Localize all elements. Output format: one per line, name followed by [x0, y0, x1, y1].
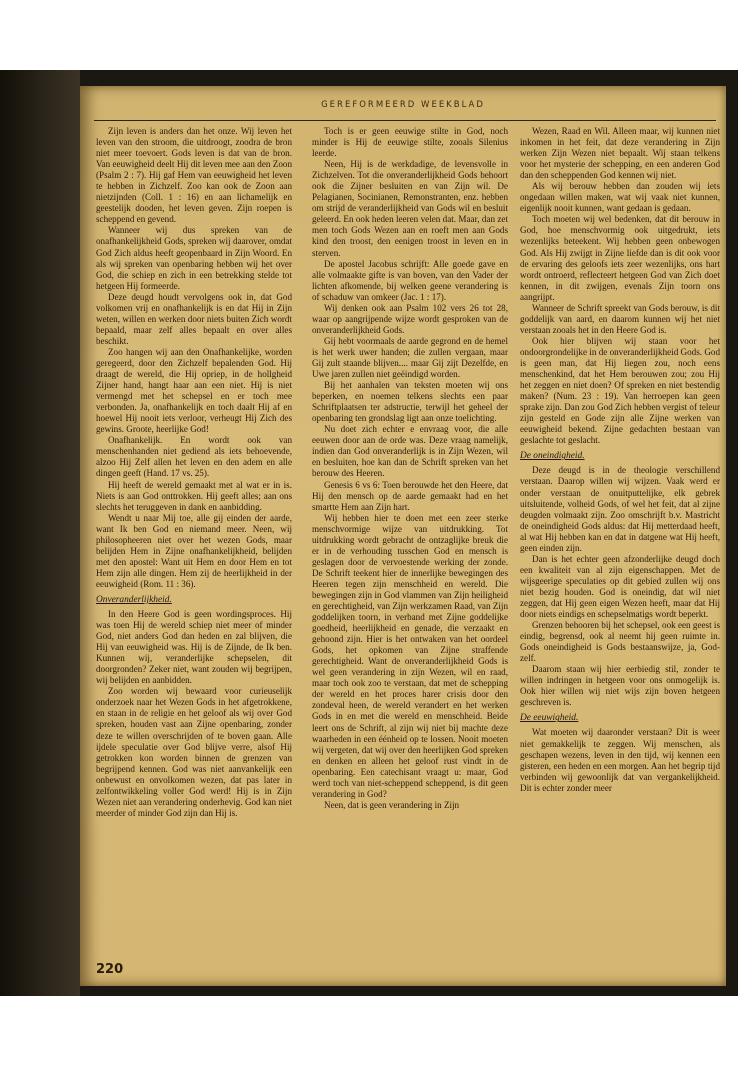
- paragraph: Wendt u naar Mij toe, alle gij einden der aarde, want Ik ben God en niemand meer. Neen, wij philosopheeren niet over het wezen Gods, maar belijden Hem in Zijne onafhankelijkheid, belijden met den apostel: Want uit Hem en door Hem en tot Hem zijn alle dingen. Hem zij de heerlijkheid in der eeuwigheid (Rom. 11 : 36).: [96, 512, 292, 589]
- page-number: 220: [96, 962, 124, 977]
- paragraph: Wij hebben hier te doen met een zeer sterke menschvormige wijze van uitdrukking. Tot uitdrukking wordt gebracht de ontzaglijke breuk die er in de verhouding tusschen God en mensch is geslagen door de vervoestende werking der zonde. De Schrift teekent hier de innerlijke bewegingen des Heeren tegen zijn menschheid en wereld. Die bewegingen zijn in God vlammen van Zijn heiligheid en gerechtigheid, van Zijn werkzamen Raad, van Zijn goddelijken toorn, in verband met Zijne goddelijke goedheid, heerlijkheid en genade, die verzaakt en gehoond zijn. Hier is het ontwaken van het oordeel Gods, het opkomen van Zijne straffende gerechtigheid. Want de onveranderlijkheid Gods is wel geen verandering in zijn Wezen, wil en raad, maar toch ook zoo te verstaan, dat met de schepping der wereld en het proces harer crisis door den zondeval heen, de wereld verandert en het werken Gods in en met die wereld en menschheid. Beide leert ons de Schrift, al zijn wij niet bij machte deze waarheden in een éénheid op te lossen. Nooit moeten wij vergeten, dat wij over den heerlijken God spreken en denken en alleen het geloof rust vindt in de openbaring. Een catechisant vraagt u: maar, God werd toch van niet-scheppend scheppend, is dit geen verandering in God?: [312, 512, 508, 799]
- paragraph: Neen, dat is geen verandering in Zijn: [324, 799, 460, 810]
- section-heading: De oneindigheid.: [520, 451, 585, 462]
- header-rule: [94, 120, 716, 121]
- book-spine-shadow: [0, 70, 80, 996]
- paragraph: Zijn leven is anders dan het onze. Wij leven het leven van den stroom, die uitdroogt, zoodra de bron niet meer toevoert. Gods leven is dat van de bron. Van eeuwigheid deelt Hij dit leven mee aan den Zoon (Psalm 2 : 7). Hij gaf Hem van eeuwigheid het leven te hebben in Zichzelf. Zoo kan ook de Zoon aan nietzijnden (Coll. 1 : 16) en aan lichamelijk en geestelijk dooden, het leven geven. Zijn roepen is scheppend en gevend.: [96, 126, 292, 225]
- paragraph: Daarom staan wij hier eerbiedig stil, zonder te willen indringen in hetgeen voor ons onmogelijk is. Ook hier willen wij niet wijs zijn boven hetgeen geschreven is.: [520, 664, 720, 708]
- section-heading: De eeuwigheid.: [520, 713, 579, 724]
- running-head: GEREFORMEERD WEEKBLAD: [321, 100, 485, 110]
- paragraph: Zoo worden wij bewaard voor curieuselijk onderzoek naar het Wezen Gods in het afgetrokkene, en staan in de religie en het geloof als wij over God spreken, houden vast aan Zijne openbaring, zonder deze te willen overschrijden of te boven gaan. Alle ijdele speculatie over God blijve verre, alsof Hij getrokken kon worden binnen de grenzen van begrijpend kennen. God was niet aanvankelijk een onbewust en onvolkomen wezen, dat pas later in zelfontwikkeling voller God werd! Hij is in Zijn Wezen niet aan verandering onderhevig. God kan niet meerder of minder God zijn dan Hij is.: [96, 686, 292, 818]
- paragraph: Bij het aanhalen van teksten moeten wij ons beperken, en noemen telkens slechts een paar Schriftplaatsen ter adstructie, terwijl het geheel der openbaring ten grondslag ligt aan onze toelichting.: [312, 380, 508, 424]
- paragraph: Deze deugd houdt vervolgens ook in, dat God volkomen vrij en onafhankelijk is en dat Hij in Zijn weten, willen en werken door niets buiten Zich wordt bepaald, maar zelf alles bepaalt en over alles beschikt.: [96, 291, 292, 346]
- section-heading: Onveranderlijkheid.: [96, 594, 172, 605]
- paragraph: De apostel Jacobus schrijft: Alle goede gave en alle volmaakte gifte is van boven, van den Vader der lichten afkomende, bij welken geene verandering is of schaduw van omkeer (Jac. 1 : 17).: [312, 258, 508, 302]
- text-column-2: [312, 126, 508, 926]
- text-column-3: [520, 126, 720, 926]
- text-column-1: [96, 126, 292, 926]
- paragraph: Genesis 6 vs 6: Toen berouwde het den Heere, dat Hij den mensch op de aarde gemaakt had en het smartte Hem aan Zijn hart.: [312, 479, 508, 512]
- paragraph: Nu doet zich echter e envraag voor, die alle eeuwen door aan de orde was. Deze vraag namelijk, indien dan God onveranderlijk is in Zijn Wezen, wil en besluiten, hoe kan dan de Schrift spreken van het berouw des Heeren.: [312, 424, 508, 479]
- paragraph: Ook hier blijven wij staan voor het ondoorgrondelijke in de onveranderlijkheid Gods. God is geen man, dat Hij liegen zou, noch eens menschenkind, dat het Hem berouwen zou; zou Hij het zeggen en niet doen? Of spreken en niet bestendig maken? (Num. 23 : 19). Van herroepen kan geen sprake zijn. Dan zou God Zich hebben vergist of teleur zijn gesteld en Gode zijn alle Zijne werken van eeuwigheid bekend. Zijne gedachten bestaan van geslachte tot geslacht.: [520, 335, 720, 446]
- paragraph: Grenzen behooren bij het schepsel, ook een geest is eindig, begrensd, ook al neemt hij geen ruimte in. Gods oneindigheid is Gods bestaanswijze, ja, God-zelf.: [520, 620, 720, 664]
- paragraph: Toch moeten wij wel bedenken, dat dit berouw in God, hoe menschvormig ook uitgedrukt, iets wezenlijks beteekent. Wij hebben geen onbewogen God. Als Hij zwijgt in Zijne liefde dan is dit ook voor de ervaring des geloofs iets zeer wezenlijks, ons hart wordt ontroerd, reflecteert hetgeen God van Zich doet kennen, in dit zwijgen, evenals Zijn toorn ons aangrijpt.: [520, 214, 720, 302]
- paragraph: Onafhankelijk. En wordt ook van menschenhanden niet gediend als iets behoevende, alzoo Hij Zelf allen het leven en den adem en alle dingen geeft (Hand. 17 vs. 25).: [96, 435, 292, 479]
- paragraph: Wezen, Raad en Wil. Alleen maar, wij kunnen niet inkomen in het feit, dat deze verandering in Zijn werken Zijn Wezen niet bepaalt. Wij staan telkens voor het mysterie der schepping, en een anderen God dan den scheppenden God kennen wij niet.: [520, 126, 720, 181]
- paragraph: In den Heere God is geen wordingsproces. Hij was toen Hij de wereld schiep niet meer of minder God, niet anders God dan heden en zal blijven, die Hij van eeuwigheid was. Hij is de Zijnde, de Ik ben. Kunnen wij, veranderlijke schepselen, dit doorgronden? Zeker niet, want zouden wij begrijpen, wij belijden en aanbidden.: [96, 609, 292, 686]
- paragraph: Als wij berouw hebben dan zouden wij iets ongedaan willen maken, wat wij vaak niet kunnen, eigenlijk nooit kunnen, want gedaan is gedaan.: [520, 181, 720, 214]
- paragraph: Gij hebt voormaals de aarde gegrond en de hemel is het werk uwer handen; die zullen vergaan, maar Gij zult staande blijven.... maar Gij zijt Dezelfde, en Uwe jaren zullen niet geëindigd worden.: [312, 335, 508, 380]
- paragraph: Wat moeten wij daaronder verstaan? Dit is weer niet gemakkelijk te zeggen. Wij menschen, als geschapen wezens, leven in den tijd, wij kennen een gisteren, een heden en een morgen. Aan het begrip tijd verbinden wij gewoonlijk dat van vergankelijkheid. Dit is echter zonder meer: [520, 727, 720, 793]
- paragraph: Neen, Hij is de werkdadige, de levensvolle in Zichzelven. Tot die onveranderlijkheid Gods behoort ook die Zijner besluiten en van Zijn wil. De Pelagianen, Socinianen, Remonstranten, enz. hebben om strijd de veranderlijkheid van Gods wil en besluit geleerd. En ook heden leeren velen dat. Maar, dan zet men toch Gods Wezen aan en roeft men aan Gods kind den troost, den eenigen troost in leven en in sterven.: [312, 159, 508, 258]
- paragraph: Hij heeft de wereld gemaakt met al wat er in is. Niets is aan God onttrokken. Hij geeft alles; aan ons slechts het teruggeven in dank en aanbidding.: [96, 479, 292, 512]
- magazine-page: [80, 86, 726, 986]
- paragraph: Toch is er geen eeuwige stilte in God, noch minder is Hij de eeuwige stilte, zooals Silenius leerde.: [312, 126, 508, 159]
- paragraph: Dan is het echter geen afzonderlijke deugd doch een kwaliteit van al zijn eigenschappen. Met de wijsgeerige speculaties op dit gebied zullen wij ons niet bezig houden. God is oneindig, dat wil niet zeggen, dat Hij geen eigen Wezen heeft, maar dat Hij door niets eindigs en schepselmatigs wordt beperkt.: [520, 553, 720, 620]
- paragraph: Wanneer wij dus spreken van de onafhankelijkheid Gods, spreken wij daarover, omdat God Zich aldus heeft geopenbaard in Zijn Woord. En als wij spreken van openbaring hebben wij het over God, die schiep en zich in een betrekking stelde tot hetgeen Hij formeerde.: [96, 225, 292, 291]
- paragraph: Deze deugd is in de theologie verschillend verstaan. Daarop willen wij wijzen. Vaak werd er onder verstaan de onuitputtelijke, elk gebrek uitsluitende, volheid Gods, of wel het feit, dat al zijne deugden volmaakt zijn. Zoo omschrijft b.v. Mastricht de oneindigheid Gods aldus: dat Hij metterdaad heeft, al wat Hij hebben kan en dat in datgene wat Hij heeft, geen einden zijn.: [520, 465, 720, 553]
- paragraph: Wij denken ook aan Psalm 102 vers 26 tot 28, waar op aangrijpende wijze wordt gesproken van de onveranderlijkheid Gods.: [312, 302, 508, 335]
- paragraph: Wanneer de Schrift spreekt van Gods berouw, is dit goddelijk van aard, en daarom kunnen wij het niet verstaan zooals het in den Heere God is.: [520, 302, 720, 335]
- paragraph: Zoo hangen wij aan den Onafhankelijke, worden geregeerd, door den Zichzelf bepalenden God. Hij draagt de wereld, die Hij opriep, in de hollgheid Zijner hand, hangt haar aan een niet. Hij is niet vermengd met het schepsel en er toch mee verbonden. Ja, onafhankelijk en toch daalt Hij af en hoewel Hij nooit iets verloor, verheugt Hij Zich des gewins. Groote, heerlijke God!: [96, 346, 292, 435]
